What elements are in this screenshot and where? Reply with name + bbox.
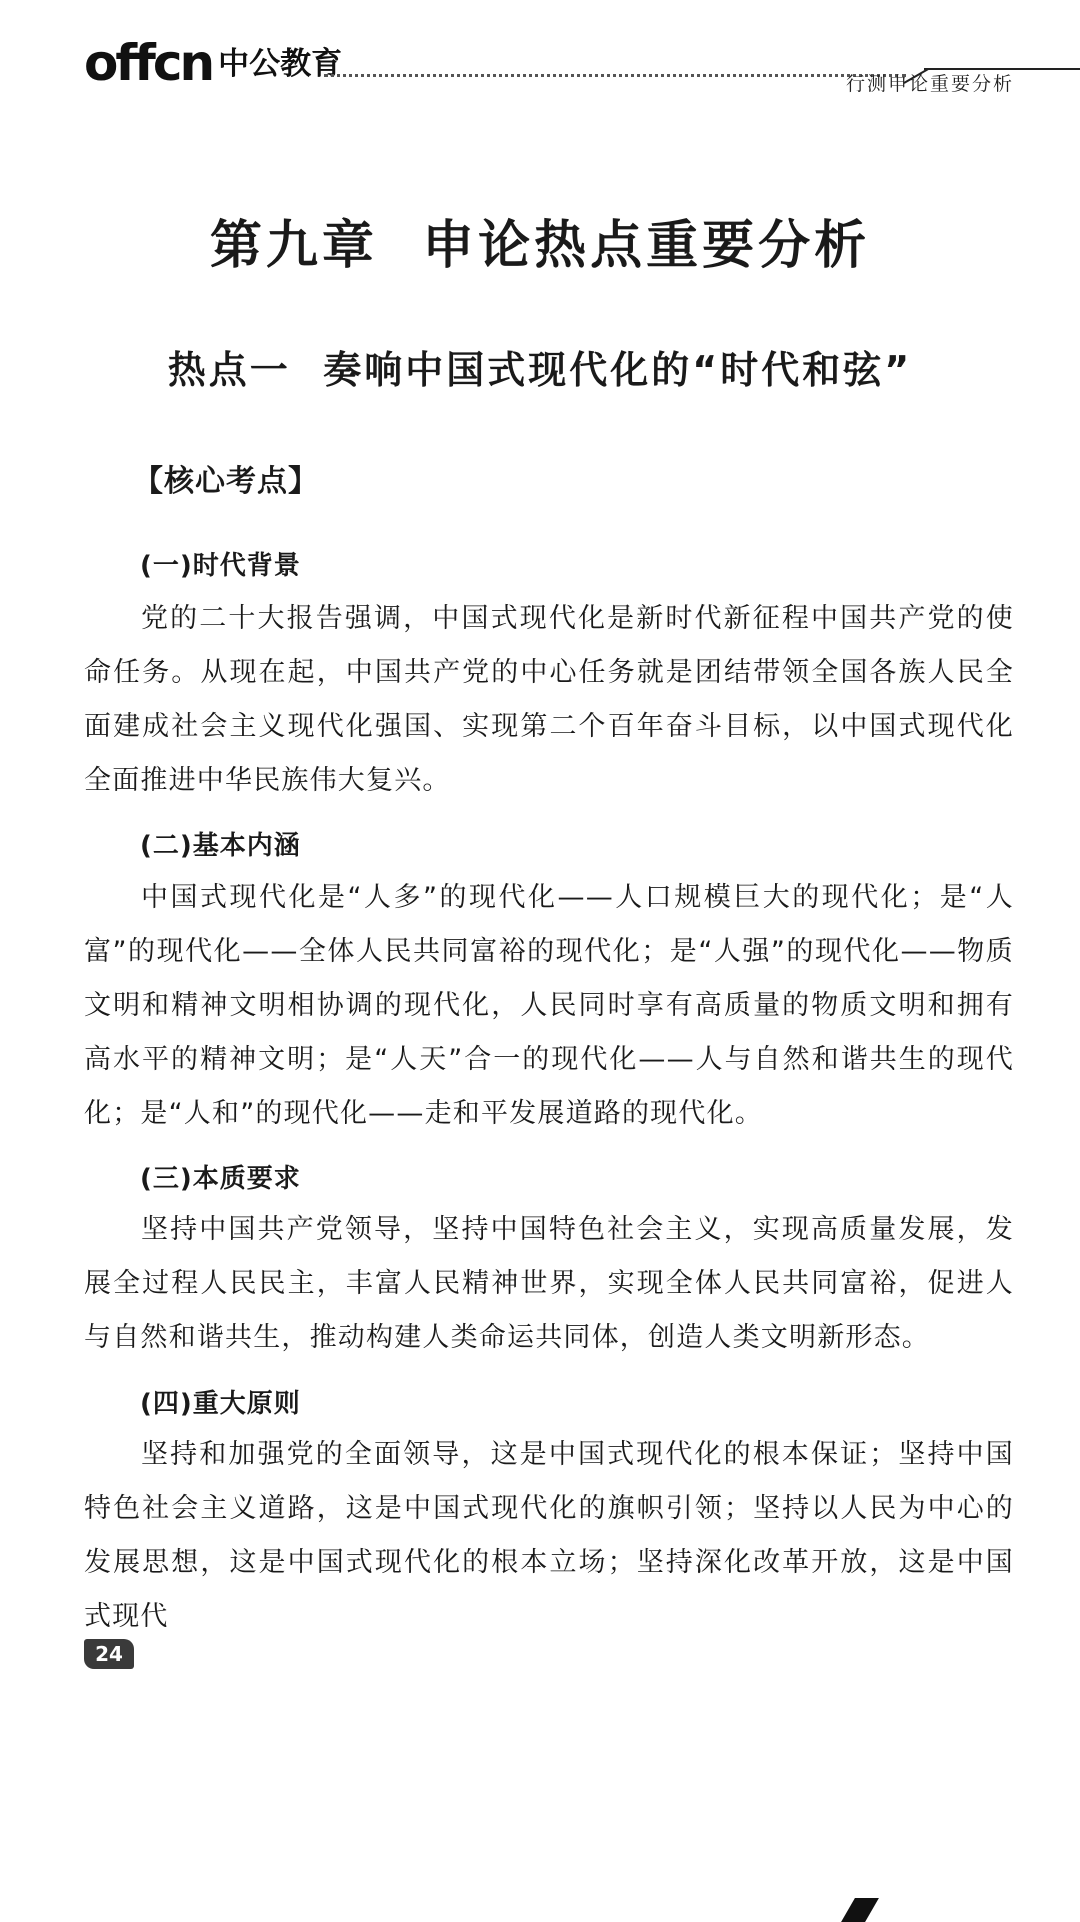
hotspot-title: 热点一 奏响中国式现代化的“时代和弦” xyxy=(167,348,913,392)
page-number-badge: 24 xyxy=(84,1639,134,1669)
section-paragraph-background: 党的二十大报告强调，中国式现代化是新时代新征程中国共产党的使命任务。从现在起，中国共产党的中心任务就是团结带领全国各族人民全面建成社会主义现代化强国、实现第二个百年奋斗目标，以中国式现代化全面推进中华民族伟大复兴。 xyxy=(84,603,1014,796)
page-header xyxy=(84,28,1014,95)
section-heading-background: (一)时代背景 xyxy=(140,551,301,581)
chapter-title: 第九章 申论热点重要分析 xyxy=(209,215,871,276)
section-paragraph-requirements: 坚持中国共产党领导，坚持中国特色社会主义，实现高质量发展，发展全过程人民民主，丰富人民精神世界，实现全体人民共同富裕，促进人与自然和谐共生，推动构建人类命运共同体，创造人类文明新形态。 xyxy=(84,1214,1014,1353)
core-points-heading: 【核心考点】 xyxy=(133,464,319,499)
offcn-logo xyxy=(84,28,343,92)
header-dotted-rule xyxy=(324,74,906,77)
section-heading-principles: (四)重大原则 xyxy=(140,1389,301,1419)
header-solid-rule xyxy=(924,68,1080,70)
section-paragraph-principles: 坚持和加强党的全面领导，这是中国式现代化的根本保证；坚持中国特色社会主义道路，这是中国式现代化的旗帜引领；坚持以人民为中心的发展思想，这是中国式现代化的根本立场；坚持深化改革开放，这是中国式现代 xyxy=(84,1439,1014,1632)
running-header-title: 行测申论重要分析 xyxy=(845,73,1014,95)
logo-latin-text: offcn xyxy=(84,34,213,92)
section-heading-connotation: (二)基本内涵 xyxy=(140,831,301,861)
logo-chinese-text: 中公教育 xyxy=(218,46,343,82)
corner-decoration xyxy=(841,1898,879,1922)
section-heading-requirements: (三)本质要求 xyxy=(140,1164,301,1194)
section-paragraph-connotation: 中国式现代化是“人多”的现代化——人口规模巨大的现代化；是“人富”的现代化——全体人民共同富裕的现代化；是“人强”的现代化——物质文明和精神文明相协调的现代化，人民同时享有高质量的物质文明和拥有高水平的精神文明；是“人天”合一的现代化——人与自然和谐共生的现代化；是“人和”的现代化——走和平发展道路的现代化。 xyxy=(84,882,1014,1129)
